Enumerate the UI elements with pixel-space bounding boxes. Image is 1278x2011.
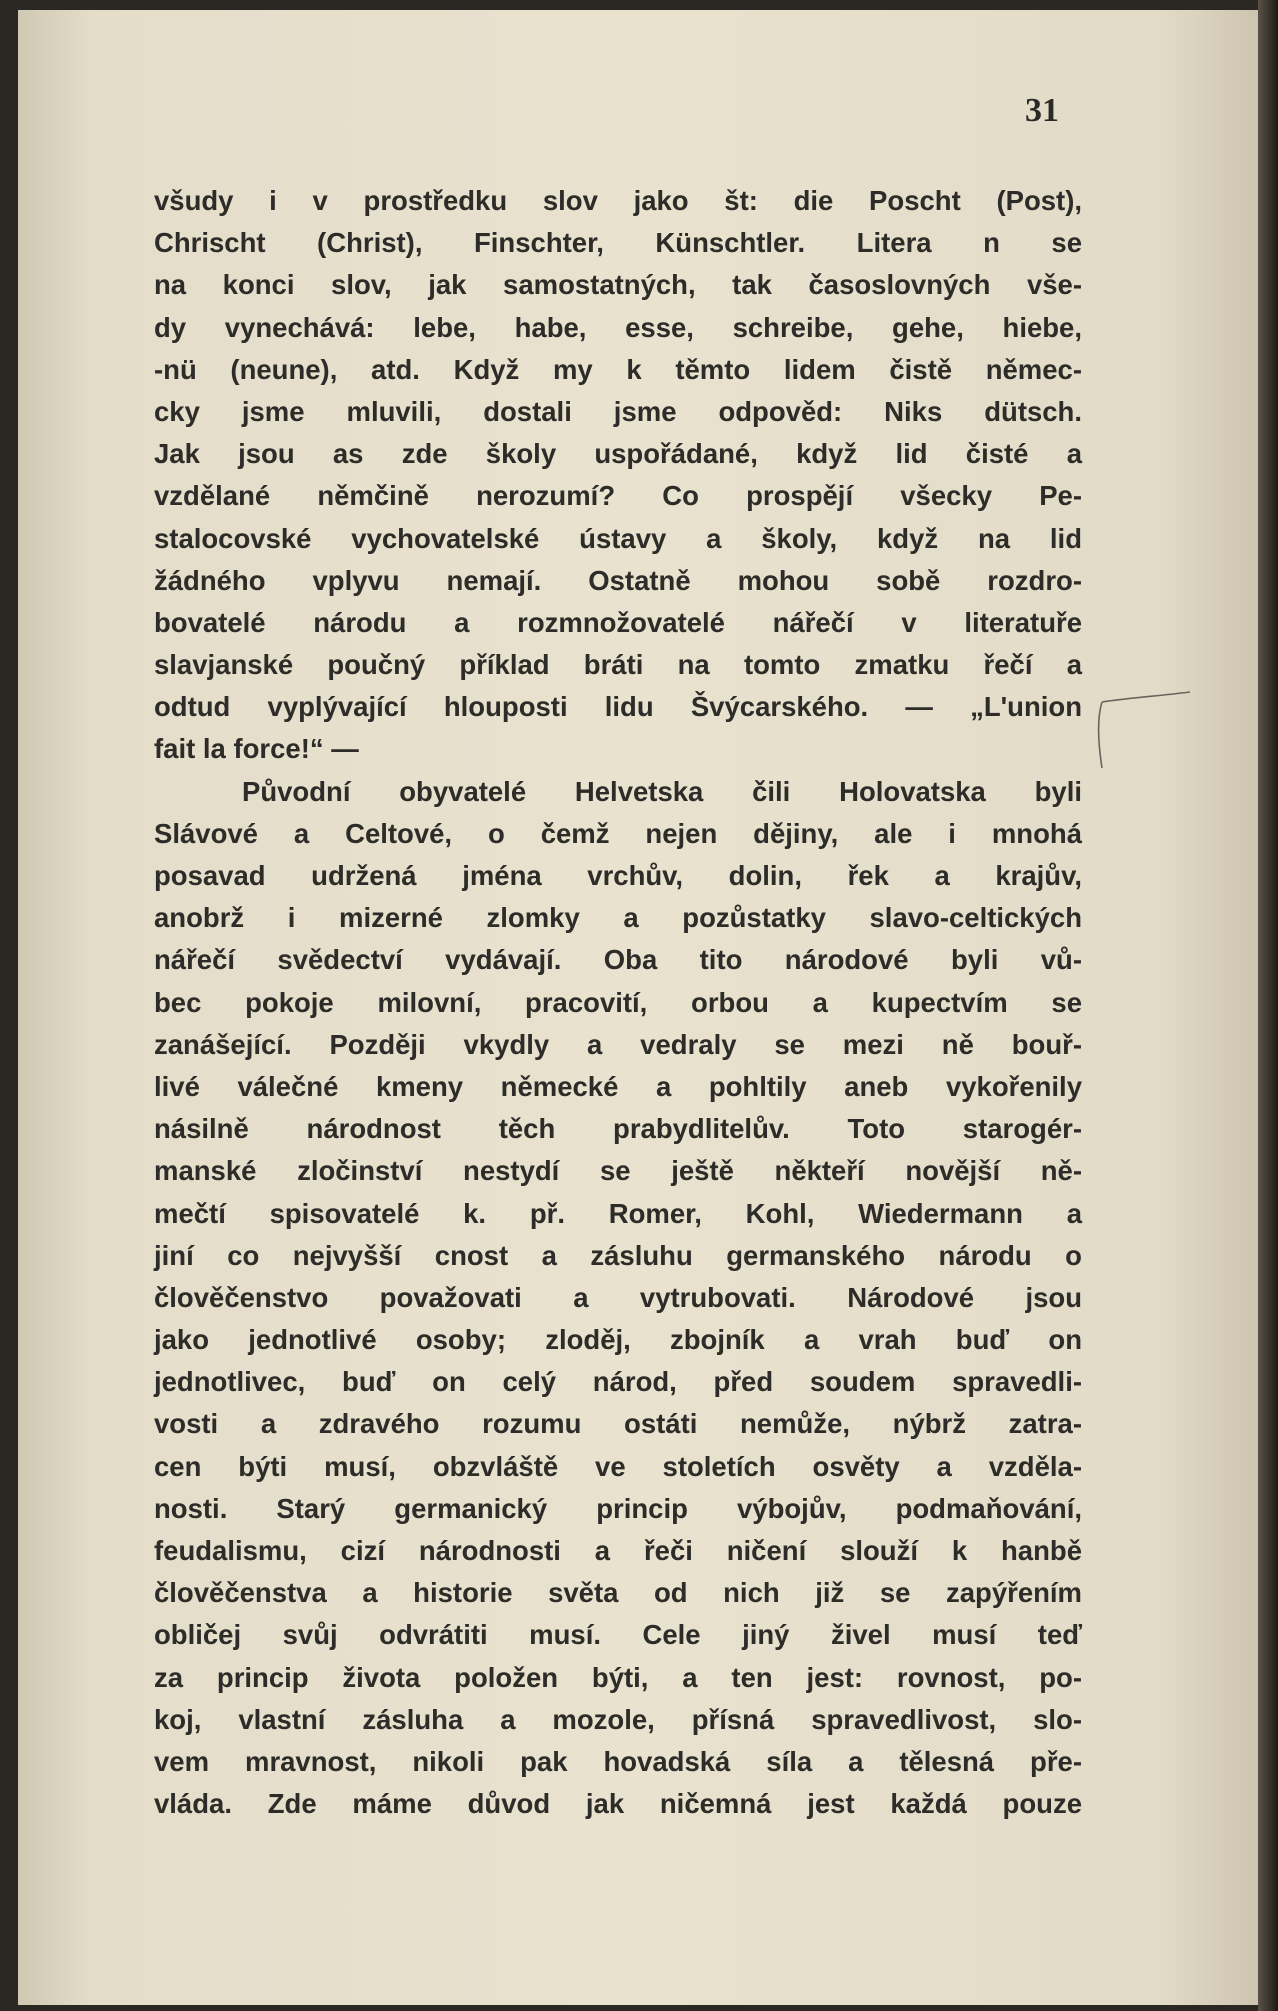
text-line: mečtí spisovatelé k. př. Romer, Kohl, Wiedermann a bbox=[154, 1197, 1082, 1229]
text-line: Slávové a Celtové, o čemž nejen dějiny, ale i mnohá bbox=[154, 817, 1082, 849]
text-line: cky jsme mluvili, dostali jsme odpověd: Niks dütsch. bbox=[154, 395, 1082, 427]
text-line: násilně národnost těch prabydlitelův. Toto starogér- bbox=[154, 1113, 1082, 1145]
text-line: jiní co nejvyšší cnost a zásluhu germanského národu o bbox=[154, 1239, 1082, 1271]
text-line: Chrischt (Christ), Finschter, Künschtler. Litera n se bbox=[154, 227, 1082, 259]
text-line: Původní obyvatelé Helvetska čili Holovatska byli bbox=[242, 775, 1082, 807]
text-line: vláda. Zde máme důvod jak ničemná jest každá pouze bbox=[154, 1788, 1082, 1820]
text-line: -nü (neune), atd. Když my k těmto lidem čistě němec- bbox=[154, 353, 1082, 385]
text-line: koj, vlastní zásluha a mozole, přísná spravedlivost, slo- bbox=[154, 1703, 1082, 1735]
body-text bbox=[154, 180, 1082, 1825]
text-line: livé válečné kmeny německé a pohltily aneb vykořenily bbox=[154, 1070, 1082, 1102]
text-line: Jak jsou as zde školy uspořádané, když lid čisté a bbox=[154, 438, 1082, 470]
paragraph bbox=[154, 771, 1082, 1826]
text-line: zanášející. Později vkydly a vedraly se mezi ně bouř- bbox=[154, 1028, 1082, 1060]
text-line: feudalismu, cizí národnosti a řeči ničení slouží k hanbě bbox=[154, 1535, 1082, 1566]
text-line: člověčenstvo považovati a vytrubovati. Národové jsou bbox=[154, 1281, 1082, 1313]
text-line: vem mravnost, nikoli pak hovadská síla a tělesná pře- bbox=[154, 1745, 1082, 1777]
text-line: člověčenstva a historie světa od nich již se zapýřením bbox=[154, 1577, 1082, 1609]
text-line: vosti a zdravého rozumu ostáti nemůže, nýbrž zatra- bbox=[154, 1408, 1082, 1440]
text-line: bec pokoje milovní, pracovití, orbou a kupectvím se bbox=[154, 986, 1082, 1018]
page-edge-shadow bbox=[1258, 0, 1278, 2011]
paragraph-continued bbox=[154, 180, 1082, 771]
text-line: dy vynechává: lebe, habe, esse, schreibe, gehe, hiebe, bbox=[154, 311, 1082, 343]
text-line: nářečí svědectví vydávají. Oba tito národové byli vů- bbox=[154, 944, 1082, 976]
text-line: žádného vplyvu nemají. Ostatně mohou sobě rozdro- bbox=[154, 564, 1082, 596]
text-line: slavjanské poučný příklad bráti na tomto zmatku řečí a bbox=[154, 649, 1082, 681]
text-line: na konci slov, jak samostatných, tak časoslovných vše- bbox=[154, 269, 1082, 301]
text-line: jednotlivec, buď on celý národ, před soudem spravedli- bbox=[154, 1366, 1082, 1398]
text-line: bovatelé národu a rozmnožovatelé nářečí v literatuře bbox=[154, 606, 1082, 638]
text-line: manské zločinství nestydí se ještě někteří novější ně- bbox=[154, 1155, 1082, 1187]
text-line: všudy i v prostředku slov jako št: die Poscht (Post), bbox=[154, 185, 1082, 216]
text-line: za princip života položen býti, a ten jest: rovnost, po- bbox=[154, 1661, 1082, 1693]
text-line: odtud vyplývající hlouposti lidu Švýcarského. — „L'union bbox=[154, 691, 1082, 723]
text-line: vzdělané němčině nerozumí? Co prospějí všecky Pe- bbox=[154, 480, 1082, 512]
text-line: fait la force!“ — bbox=[154, 733, 359, 765]
text-line: posavad udržená jména vrchův, dolin, řek a krajův, bbox=[154, 860, 1082, 891]
text-line: nosti. Starý germanický princip výbojův, podmaňování, bbox=[154, 1492, 1082, 1524]
page-number: 31 bbox=[1025, 92, 1059, 129]
text-line: anobrž i mizerné zlomky a pozůstatky slavo-celtických bbox=[154, 902, 1082, 934]
text-line: cen býti musí, obzvláště ve stoletích osvěty a vzděla- bbox=[154, 1450, 1082, 1482]
margin-pencil-mark bbox=[1088, 690, 1196, 770]
text-line: stalocovské vychovatelské ústavy a školy, když na lid bbox=[154, 522, 1082, 554]
text-line: obličej svůj odvrátiti musí. Cele jiný živel musí teď bbox=[154, 1619, 1082, 1651]
text-line: jako jednotlivé osoby; zloděj, zbojník a vrah buď on bbox=[154, 1324, 1082, 1356]
